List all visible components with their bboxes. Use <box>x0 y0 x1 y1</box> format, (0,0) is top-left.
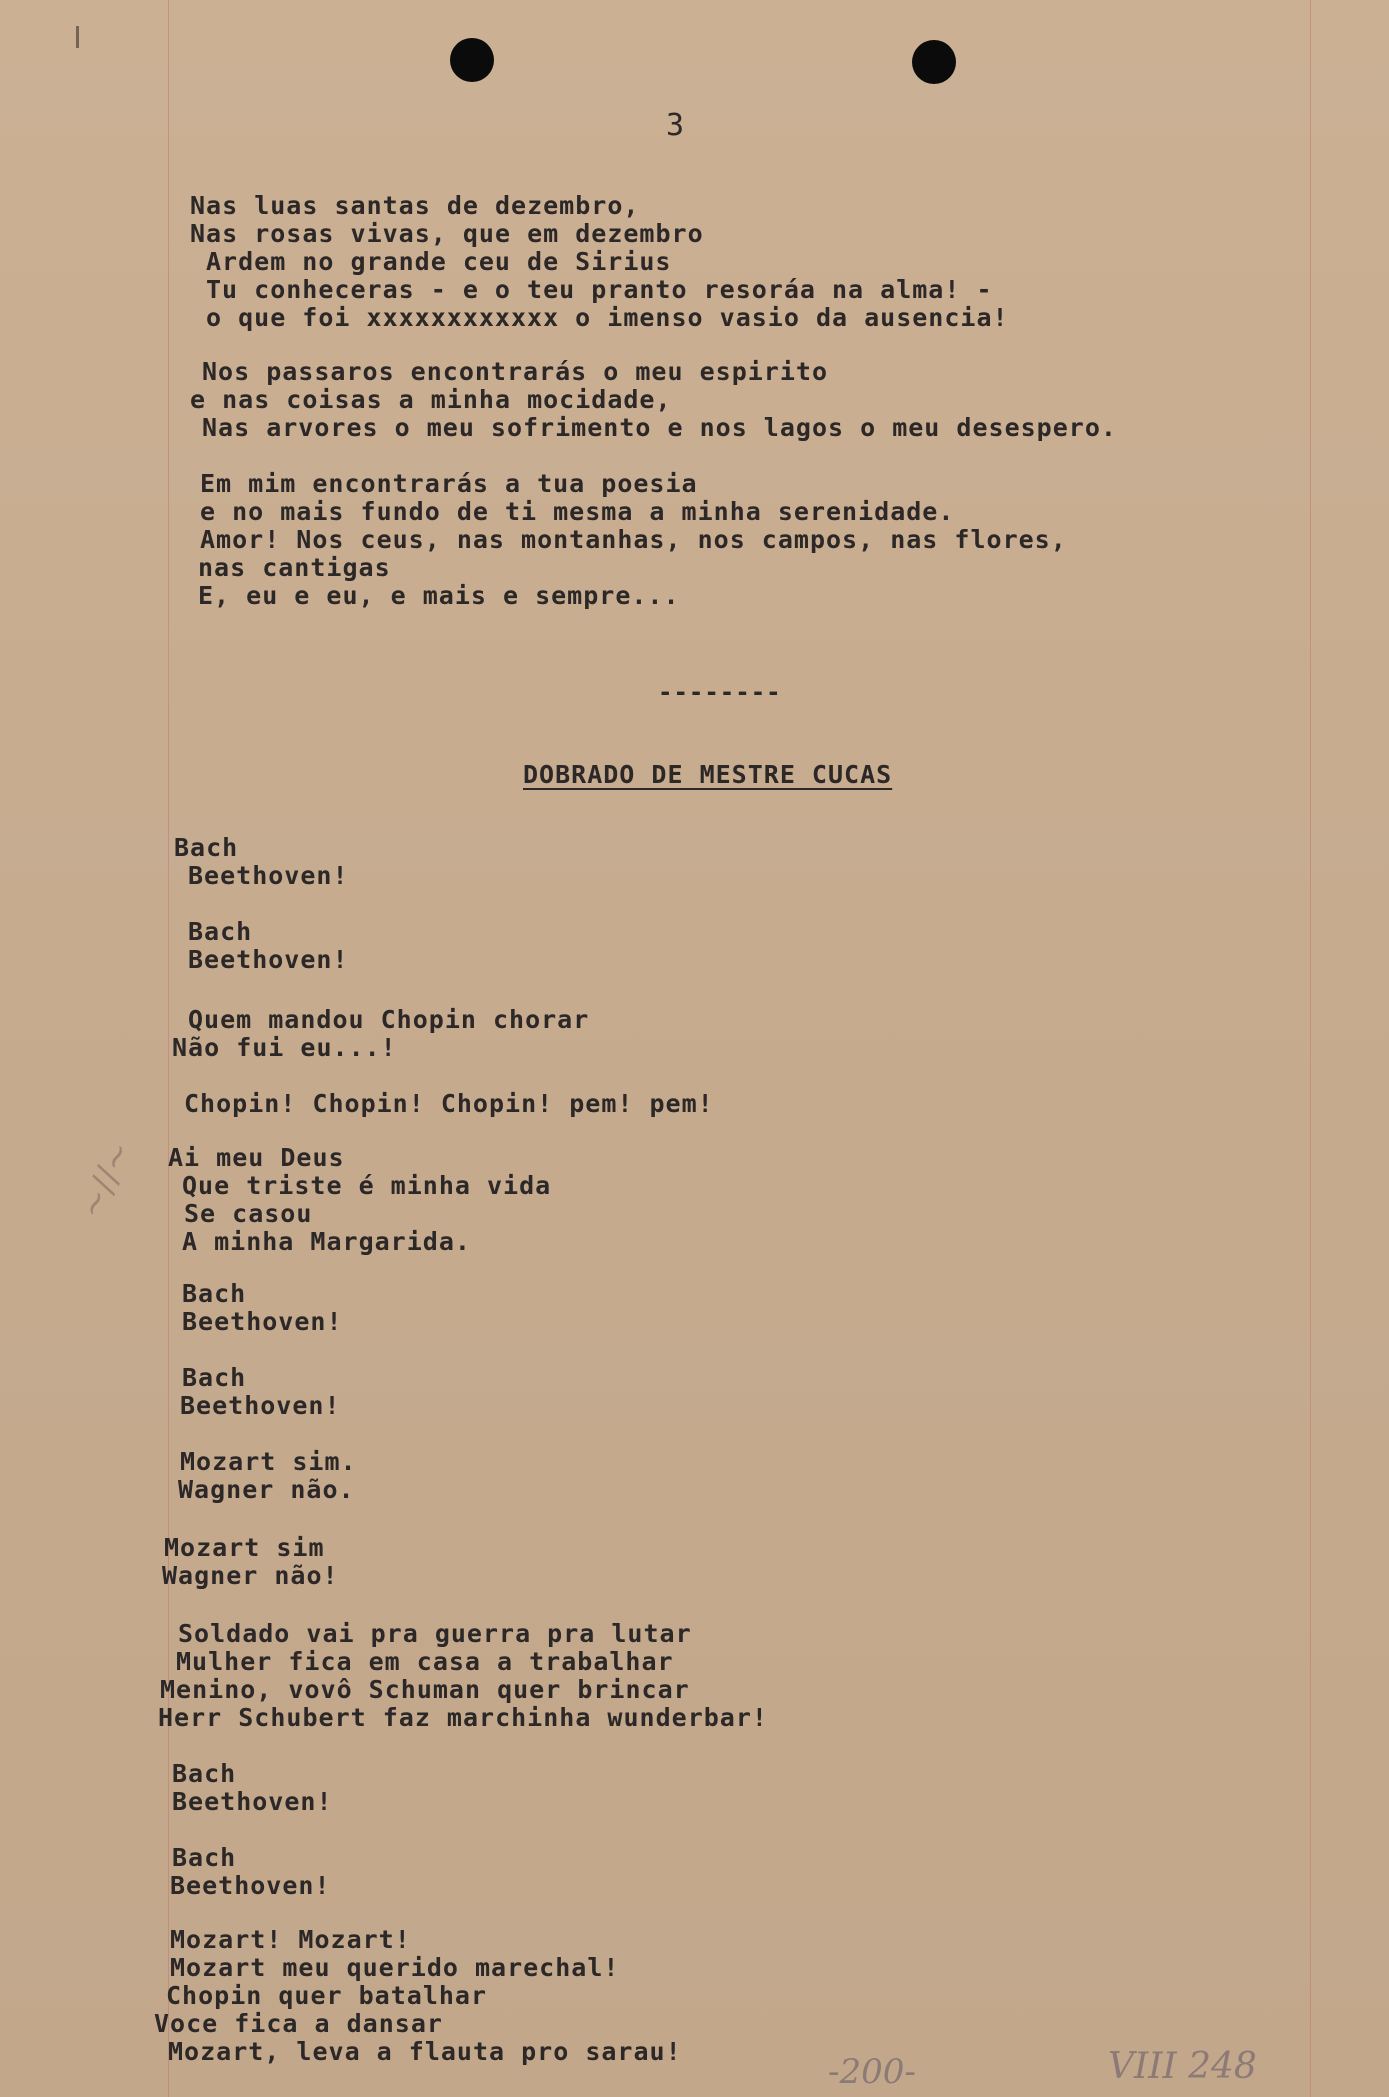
poem-stanza <box>0 918 349 974</box>
poem-stanza <box>0 1926 682 2066</box>
right-margin-line <box>1310 0 1311 2097</box>
poem-line: Menino, vovô Schuman quer brincar <box>160 1675 690 1704</box>
poem-stanza <box>0 1364 341 1420</box>
poem-line: Beethoven! <box>180 1391 341 1420</box>
poem-line: Chopin! Chopin! Chopin! pem! pem! <box>184 1089 714 1118</box>
poem-stanza <box>0 1760 333 1816</box>
pencil-tick-mark <box>76 26 79 48</box>
poem-line: Bach <box>172 1759 237 1788</box>
poem-line: Chopin quer batalhar <box>166 1981 488 2010</box>
verse-stanza <box>0 192 1009 332</box>
poem-line: Bach <box>188 917 253 946</box>
verse-line: Nas arvores o meu sofrimento e nos lagos o meu desespero. <box>202 413 1117 442</box>
pencil-page-number: -200- <box>828 2052 916 2092</box>
poem-stanza <box>0 1844 331 1900</box>
verse-line: nas cantigas <box>198 553 391 582</box>
poem-stanza <box>0 1006 589 1062</box>
poem-line: Wagner não. <box>178 1475 355 1504</box>
verse-stanza <box>0 358 1117 442</box>
poem-line: Beethoven! <box>170 1871 331 1900</box>
poem-line: Soldado vai pra guerra pra lutar <box>178 1619 692 1648</box>
poem-line: Ai meu Deus <box>168 1143 345 1172</box>
punch-hole-left <box>450 38 494 82</box>
poem-line: Wagner não! <box>162 1561 339 1590</box>
poem-line: Bach <box>172 1843 237 1872</box>
poem-line: Quem mandou Chopin chorar <box>188 1005 590 1034</box>
poem-stanza <box>0 834 349 890</box>
verse-line: E, eu e eu, e mais e sempre... <box>198 581 680 610</box>
poem-line: Voce fica a dansar <box>154 2009 443 2038</box>
page-number: 3 <box>666 108 685 143</box>
verse-line: Em mim encontrarás a tua poesia <box>200 469 698 498</box>
poem-stanza <box>0 1448 357 1504</box>
margin-scribble: ~//~ <box>70 1135 141 1225</box>
poem-line: Mozart, leva a flauta pro sarau! <box>168 2037 682 2066</box>
poem-stanza <box>0 1090 714 1118</box>
poem-stanza <box>0 1620 768 1732</box>
poem-stanza <box>0 1534 339 1590</box>
poem-title: DOBRADO DE MESTRE CUCAS <box>523 760 893 789</box>
verse-line: Nos passaros encontrarás o meu espirito <box>202 357 828 386</box>
poem-line: Mulher fica em casa a trabalhar <box>176 1647 674 1676</box>
verse-line: Amor! Nos ceus, nas montanhas, nos campos, nas flores, <box>200 525 1067 554</box>
poem-line: Que triste é minha vida <box>182 1171 552 1200</box>
verse-line: o que foi xxxxxxxxxxxx o imenso vasio da ausencia! <box>206 303 1009 332</box>
poem-line: Mozart! Mozart! <box>170 1925 411 1954</box>
poem-line: Bach <box>182 1279 247 1308</box>
poem-line: Herr Schubert faz marchinha wunderbar! <box>158 1703 768 1732</box>
poem-line: Beethoven! <box>188 861 349 890</box>
poem-line: Mozart sim. <box>180 1447 357 1476</box>
poem-stanza <box>0 1280 343 1336</box>
poem-line: Bach <box>174 833 239 862</box>
poem-line: Beethoven! <box>182 1307 343 1336</box>
verse-stanza <box>0 470 1067 610</box>
poem-line: Beethoven! <box>172 1787 333 1816</box>
poem-line: Beethoven! <box>188 945 349 974</box>
verse-line: Nas luas santas de dezembro, <box>190 191 640 220</box>
poem-line: Mozart meu querido marechal! <box>170 1953 620 1982</box>
punch-hole-right <box>912 40 956 84</box>
poem-line: Não fui eu...! <box>172 1033 397 1062</box>
poem-line: Se casou <box>184 1199 313 1228</box>
poem-line: A minha Margarida. <box>182 1227 471 1256</box>
verse-line: e nas coisas a minha mocidade, <box>190 385 672 414</box>
poem-line: Bach <box>182 1363 247 1392</box>
verse-line: e no mais fundo de ti mesma a minha serenidade. <box>200 497 955 526</box>
pencil-archive-code: VIII 248 <box>1108 2046 1257 2087</box>
verse-line: Tu conheceras - e o teu pranto resoráa na alma! - <box>206 275 993 304</box>
poem-line: Mozart sim <box>164 1533 325 1562</box>
verse-line: Nas rosas vivas, que em dezembro <box>190 219 704 248</box>
verse-line: Ardem no grande ceu de Sirius <box>206 247 672 276</box>
section-separator: -------- <box>658 678 782 706</box>
